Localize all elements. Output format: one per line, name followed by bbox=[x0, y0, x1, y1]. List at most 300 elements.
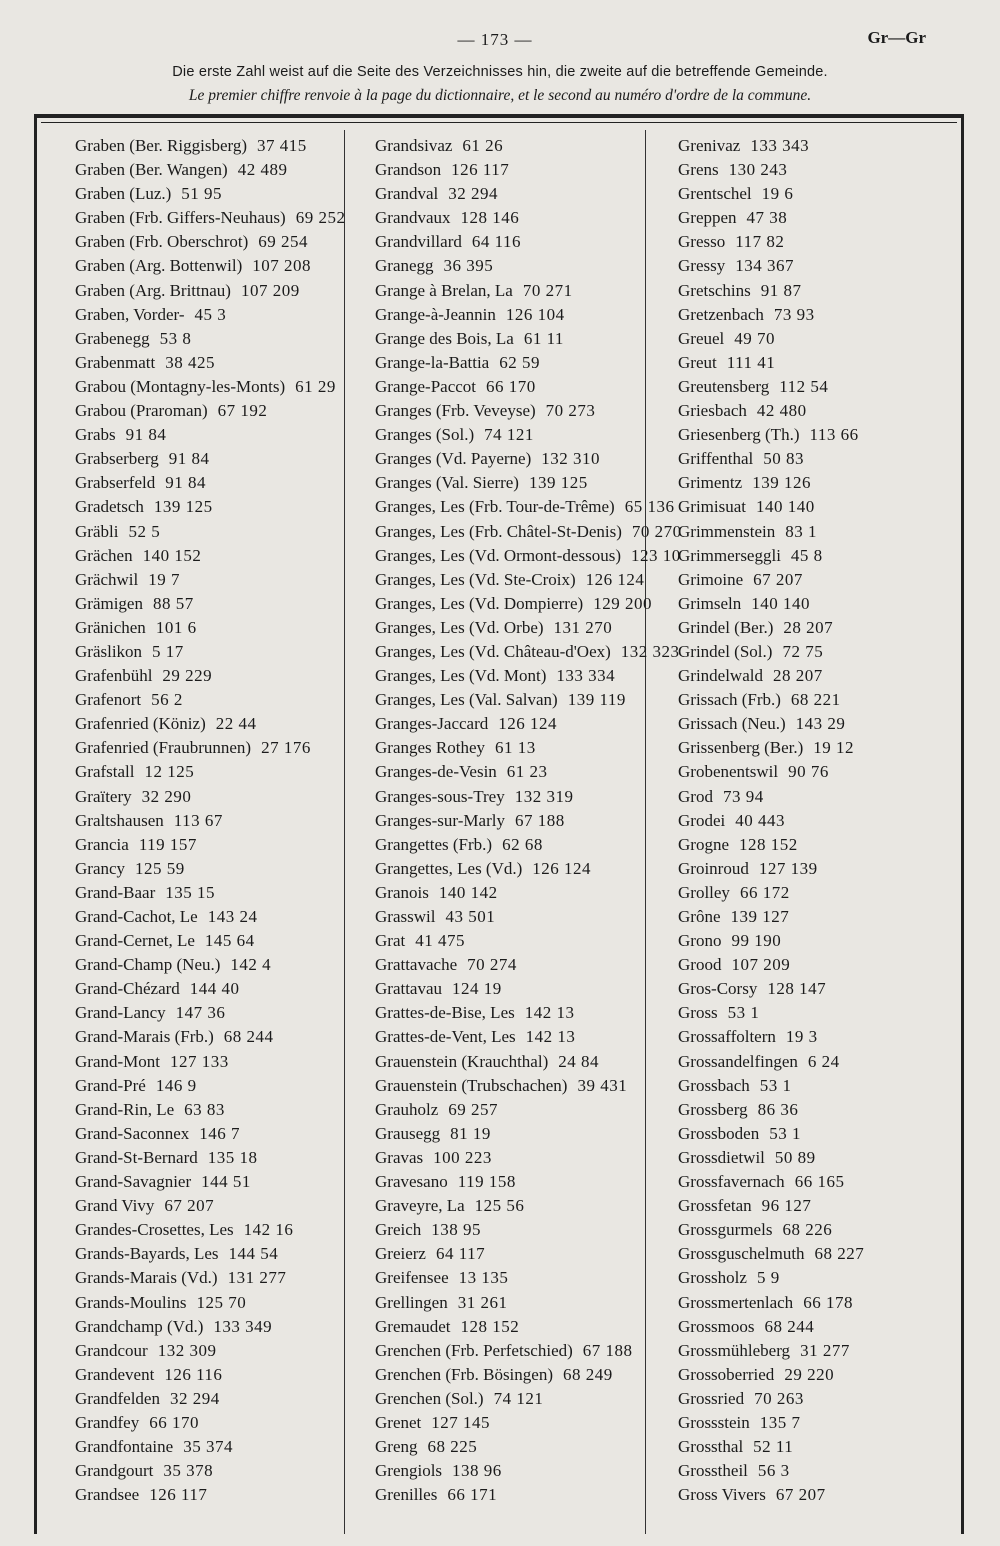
index-entry bbox=[375, 544, 681, 568]
entry-name: Gränichen bbox=[75, 617, 146, 637]
entry-numbers: 13 135 bbox=[458, 1268, 509, 1288]
entry-numbers: 125 70 bbox=[196, 1292, 247, 1312]
index-entry bbox=[375, 1339, 675, 1363]
index-entry bbox=[75, 1122, 375, 1146]
index-entry bbox=[678, 158, 978, 182]
entry-numbers: 91 84 bbox=[168, 449, 210, 469]
entry-numbers: 90 76 bbox=[788, 762, 829, 782]
entry-name: Grissach (Frb.) bbox=[678, 690, 781, 710]
entry-numbers: 142 13 bbox=[525, 1027, 576, 1047]
entry-name: Granges-sous-Trey bbox=[375, 786, 505, 806]
entry-numbers: 140 140 bbox=[756, 497, 815, 517]
entry-numbers: 125 59 bbox=[135, 858, 185, 878]
entry-numbers: 38 425 bbox=[165, 352, 215, 372]
entry-numbers: 19 7 bbox=[148, 569, 181, 589]
note-german: Die erste Zahl weist auf die Seite des Verzeichnisses hin, die zweite auf die betreffende Gemeinde. bbox=[172, 64, 828, 80]
entry-name: Graïtery bbox=[75, 786, 132, 806]
entry-numbers: 62 59 bbox=[499, 352, 540, 372]
entry-numbers: 43 501 bbox=[445, 907, 496, 926]
entry-numbers: 131 277 bbox=[227, 1268, 287, 1288]
entry-numbers: 68 244 bbox=[223, 1027, 274, 1047]
index-entry bbox=[678, 905, 978, 929]
entry-name: Grimentz bbox=[678, 473, 743, 493]
index-entry bbox=[75, 1025, 375, 1049]
entry-name: Grossandelfingen bbox=[678, 1051, 798, 1071]
index-entry bbox=[678, 1435, 978, 1459]
index-entry bbox=[678, 760, 978, 784]
index-entry bbox=[678, 857, 978, 881]
index-entry bbox=[75, 520, 375, 544]
entry-numbers: 61 26 bbox=[462, 136, 504, 155]
entry-numbers: 31 277 bbox=[800, 1340, 850, 1360]
entry-name: Graben (Arg. Bottenwil) bbox=[75, 256, 243, 276]
entry-numbers: 139 125 bbox=[153, 497, 213, 517]
index-entry bbox=[375, 134, 675, 158]
index-entry bbox=[375, 568, 675, 592]
index-entry bbox=[678, 1459, 978, 1483]
entry-name: Grindelwald bbox=[678, 666, 763, 686]
entry-numbers: 127 139 bbox=[758, 858, 818, 878]
index-entry bbox=[75, 182, 375, 206]
index-entry bbox=[75, 712, 375, 736]
entry-numbers: 96 127 bbox=[761, 1196, 812, 1216]
index-column-2 bbox=[375, 134, 682, 1507]
index-entry bbox=[678, 375, 978, 399]
index-entry bbox=[678, 833, 978, 857]
entry-numbers: 22 44 bbox=[215, 714, 257, 734]
index-entry bbox=[678, 279, 978, 303]
entry-numbers: 91 87 bbox=[760, 280, 802, 300]
index-entry bbox=[678, 399, 978, 423]
entry-numbers: 107 209 bbox=[731, 955, 791, 975]
entry-name: Greifensee bbox=[375, 1268, 449, 1288]
index-entry bbox=[678, 736, 978, 760]
entry-numbers: 135 7 bbox=[759, 1412, 801, 1432]
entry-numbers: 99 190 bbox=[731, 931, 782, 951]
entry-name: Greppen bbox=[678, 208, 737, 228]
entry-name: Grossboden bbox=[678, 1123, 760, 1143]
index-entry bbox=[375, 471, 675, 495]
index-entry bbox=[678, 520, 978, 544]
index-entry bbox=[75, 303, 375, 327]
entry-numbers: 66 171 bbox=[447, 1485, 498, 1505]
entry-numbers: 126 117 bbox=[149, 1485, 208, 1505]
index-entry bbox=[375, 423, 675, 447]
entry-name: Grossholz bbox=[678, 1268, 747, 1288]
index-entry bbox=[678, 1483, 978, 1507]
index-entry bbox=[75, 447, 375, 471]
entry-name: Grauholz bbox=[375, 1099, 439, 1119]
entry-numbers: 63 83 bbox=[184, 1099, 225, 1119]
entry-numbers: 143 24 bbox=[207, 907, 258, 926]
index-entry bbox=[678, 303, 978, 327]
entry-numbers: 129 200 bbox=[593, 593, 652, 613]
entry-name: Grosstheil bbox=[678, 1461, 748, 1481]
entry-name: Graben (Ber. Wangen) bbox=[75, 160, 228, 180]
index-entry bbox=[375, 1218, 675, 1242]
index-entry bbox=[75, 1483, 375, 1507]
entry-name: Granges (Val. Sierre) bbox=[375, 473, 519, 493]
index-entry bbox=[678, 1242, 978, 1266]
index-entry bbox=[75, 471, 375, 495]
index-entry bbox=[375, 254, 675, 278]
entry-name: Grossgurmels bbox=[678, 1220, 773, 1240]
entry-name: Granges (Vd. Payerne) bbox=[375, 449, 532, 469]
entry-name: Grogne bbox=[678, 834, 729, 854]
entry-numbers: 111 41 bbox=[726, 352, 776, 372]
entry-name: Grenchen (Frb. Bösingen) bbox=[375, 1364, 553, 1384]
note-french: Le premier chiffre renvoie à la page du dictionnaire, et le second au numéro d'ordre de la commune. bbox=[188, 87, 812, 104]
entry-numbers: 62 68 bbox=[502, 834, 543, 854]
entry-name: Greng bbox=[375, 1437, 418, 1457]
entry-name: Grenivaz bbox=[678, 136, 741, 155]
index-entry bbox=[375, 520, 682, 544]
entry-numbers: 68 249 bbox=[563, 1364, 613, 1384]
index-column-3 bbox=[678, 134, 978, 1507]
entry-name: Grossbach bbox=[678, 1075, 750, 1095]
entry-numbers: 128 147 bbox=[767, 979, 827, 999]
entry-numbers: 128 152 bbox=[738, 834, 798, 854]
entry-numbers: 35 374 bbox=[183, 1437, 233, 1457]
index-entry bbox=[75, 905, 375, 929]
entry-numbers: 70 270 bbox=[631, 521, 682, 541]
entry-numbers: 68 227 bbox=[814, 1244, 865, 1264]
entry-numbers: 144 40 bbox=[189, 979, 240, 999]
index-entry bbox=[375, 351, 675, 375]
entry-numbers: 127 133 bbox=[169, 1051, 229, 1071]
entry-numbers: 133 334 bbox=[556, 666, 616, 686]
index-entry bbox=[375, 785, 675, 809]
entry-name: Grasswil bbox=[375, 907, 436, 926]
entry-name: Grabou (Praroman) bbox=[75, 401, 208, 421]
entry-numbers: 81 19 bbox=[450, 1123, 491, 1143]
entry-name: Graben (Luz.) bbox=[75, 184, 172, 204]
entry-numbers: 74 121 bbox=[484, 425, 534, 445]
entry-numbers: 91 84 bbox=[165, 473, 206, 493]
entry-name: Gravesano bbox=[375, 1172, 448, 1192]
index-entry bbox=[678, 568, 978, 592]
entry-numbers: 132 309 bbox=[157, 1340, 217, 1360]
entry-name: Grandcour bbox=[75, 1340, 148, 1360]
entry-name: Graben (Arg. Brittnau) bbox=[75, 280, 231, 300]
entry-numbers: 119 157 bbox=[138, 834, 197, 854]
entry-numbers: 138 95 bbox=[431, 1220, 482, 1240]
entry-numbers: 66 178 bbox=[803, 1292, 853, 1312]
entry-name: Gresso bbox=[678, 232, 726, 252]
entry-name: Grattavache bbox=[375, 955, 458, 975]
entry-numbers: 69 257 bbox=[448, 1099, 499, 1119]
entry-numbers: 29 220 bbox=[784, 1364, 835, 1384]
entry-numbers: 12 125 bbox=[144, 762, 195, 782]
index-entry bbox=[678, 1001, 978, 1025]
index-entry bbox=[75, 977, 375, 1001]
entry-name: Grandvillard bbox=[375, 232, 462, 252]
page-header bbox=[0, 22, 1000, 62]
index-entry bbox=[375, 688, 675, 712]
entry-numbers: 113 67 bbox=[173, 810, 223, 830]
entry-numbers: 35 378 bbox=[163, 1461, 214, 1481]
entry-name: Gressy bbox=[678, 256, 726, 276]
entry-name: Grattavau bbox=[375, 979, 443, 999]
entry-name: Grausegg bbox=[375, 1123, 441, 1143]
entry-name: Grabserberg bbox=[75, 449, 159, 469]
entry-name: Grangettes (Frb.) bbox=[375, 834, 493, 854]
entry-name: Grabou (Montagny-les-Monts) bbox=[75, 376, 286, 396]
index-entry bbox=[75, 568, 375, 592]
index-entry bbox=[678, 447, 978, 471]
index-entry bbox=[375, 279, 675, 303]
running-head: Gr—Gr bbox=[867, 28, 926, 47]
entry-name: Grand-Cachot, Le bbox=[75, 907, 198, 926]
entry-numbers: 64 117 bbox=[435, 1244, 486, 1264]
entry-numbers: 67 188 bbox=[582, 1340, 633, 1360]
entry-numbers: 101 6 bbox=[155, 617, 197, 637]
entry-name: Granges, Les (Vd. Château-d'Oex) bbox=[375, 641, 611, 661]
entry-name: Grands-Marais (Vd.) bbox=[75, 1268, 218, 1288]
index-entry bbox=[678, 953, 978, 977]
index-entry bbox=[375, 592, 675, 616]
entry-name: Grange à Brelan, La bbox=[375, 280, 513, 300]
entry-name: Grand-Marais (Frb.) bbox=[75, 1027, 214, 1047]
entry-name: Grossoberried bbox=[678, 1364, 775, 1384]
entry-numbers: 66 170 bbox=[149, 1412, 199, 1432]
entry-name: Granges-de-Vesin bbox=[375, 762, 497, 782]
entry-name: Granges, Les (Frb. Châtel-St-Denis) bbox=[375, 521, 622, 541]
index-entry bbox=[678, 1387, 978, 1411]
index-entry bbox=[375, 736, 675, 760]
entry-numbers: 67 207 bbox=[753, 569, 803, 589]
index-entry bbox=[375, 206, 675, 230]
entry-numbers: 128 152 bbox=[460, 1316, 520, 1336]
entry-name: Granois bbox=[375, 882, 429, 902]
entry-name: Granges, Les (Vd. Ormont-dessous) bbox=[375, 545, 621, 565]
index-entry bbox=[75, 688, 375, 712]
index-entry bbox=[75, 1363, 375, 1387]
entry-name: Grancy bbox=[75, 858, 126, 878]
entry-numbers: 142 4 bbox=[230, 955, 272, 975]
index-entry bbox=[75, 881, 375, 905]
entry-numbers: 28 207 bbox=[772, 666, 823, 686]
index-entry bbox=[678, 664, 978, 688]
entry-name: Grood bbox=[678, 955, 722, 975]
entry-name: Greut bbox=[678, 352, 717, 372]
index-entry bbox=[678, 327, 978, 351]
entry-name: Grancia bbox=[75, 834, 129, 854]
entry-numbers: 68 244 bbox=[764, 1316, 815, 1336]
entry-numbers: 67 192 bbox=[217, 401, 268, 421]
index-entry bbox=[678, 592, 978, 616]
index-entry bbox=[75, 206, 375, 230]
entry-name: Grimseln bbox=[678, 593, 742, 613]
index-entry bbox=[75, 279, 375, 303]
entry-numbers: 47 38 bbox=[746, 208, 788, 228]
entry-numbers: 74 121 bbox=[493, 1388, 544, 1408]
entry-name: Grono bbox=[678, 931, 722, 951]
index-entry bbox=[75, 736, 375, 760]
index-entry bbox=[75, 375, 375, 399]
entry-name: Gretzenbach bbox=[678, 304, 764, 324]
entry-name: Granges-sur-Marly bbox=[375, 810, 505, 830]
entry-numbers: 147 36 bbox=[175, 1003, 226, 1023]
index-entry bbox=[678, 1291, 978, 1315]
entry-numbers: 139 125 bbox=[528, 473, 588, 493]
index-entry bbox=[678, 544, 978, 568]
index-entry bbox=[75, 616, 375, 640]
entry-numbers: 19 12 bbox=[813, 738, 855, 758]
entry-name: Grafenried (Köniz) bbox=[75, 714, 206, 734]
index-entry bbox=[375, 1146, 675, 1170]
entry-name: Griesenberg (Th.) bbox=[678, 425, 800, 445]
entry-numbers: 139 119 bbox=[567, 690, 626, 710]
entry-name: Grimmerseggli bbox=[678, 545, 781, 565]
entry-name: Grafenried (Fraubrunnen) bbox=[75, 738, 252, 758]
entry-numbers: 41 475 bbox=[415, 931, 465, 951]
entry-name: Graben (Frb. Oberschrot) bbox=[75, 232, 249, 252]
entry-name: Grengiols bbox=[375, 1461, 443, 1481]
entry-numbers: 65 136 bbox=[624, 497, 675, 517]
entry-numbers: 66 172 bbox=[739, 882, 790, 902]
entry-numbers: 130 243 bbox=[728, 160, 788, 180]
entry-name: Graben (Ber. Riggisberg) bbox=[75, 136, 248, 155]
entry-name: Grand-Cernet, Le bbox=[75, 931, 195, 951]
entry-name: Grossmoos bbox=[678, 1316, 755, 1336]
entry-numbers: 70 263 bbox=[754, 1388, 804, 1408]
entry-numbers: 53 1 bbox=[769, 1123, 801, 1143]
entry-numbers: 49 70 bbox=[734, 328, 776, 348]
entry-name: Granges, Les (Vd. Ste-Croix) bbox=[375, 569, 576, 589]
index-entry bbox=[678, 351, 978, 375]
entry-numbers: 131 270 bbox=[553, 617, 613, 637]
entry-numbers: 133 349 bbox=[213, 1316, 273, 1336]
index-entry bbox=[375, 1242, 675, 1266]
index-entry bbox=[678, 1339, 978, 1363]
entry-name: Grand-Saconnex bbox=[75, 1123, 190, 1143]
index-entry bbox=[375, 303, 675, 327]
index-entry bbox=[375, 616, 675, 640]
entry-numbers: 140 140 bbox=[751, 593, 811, 613]
entry-numbers: 68 221 bbox=[790, 690, 841, 710]
entry-name: Grobenentswil bbox=[678, 762, 779, 782]
entry-name: Greutensberg bbox=[678, 376, 770, 396]
index-entry bbox=[75, 1387, 375, 1411]
entry-name: Gradetsch bbox=[75, 497, 144, 517]
entry-name: Grandevent bbox=[75, 1364, 155, 1384]
index-entry bbox=[375, 1025, 675, 1049]
index-entry bbox=[75, 1050, 375, 1074]
entry-numbers: 53 1 bbox=[727, 1003, 760, 1023]
entry-numbers: 61 13 bbox=[495, 738, 536, 758]
entry-numbers: 66 165 bbox=[794, 1172, 845, 1192]
entry-name: Grabenegg bbox=[75, 328, 150, 348]
entry-numbers: 42 480 bbox=[756, 401, 807, 421]
index-entry bbox=[75, 399, 375, 423]
index-entry bbox=[375, 1291, 675, 1315]
entry-name: Gravas bbox=[375, 1147, 424, 1167]
entry-name: Grächwil bbox=[75, 569, 139, 589]
entry-name: Grossguschelmuth bbox=[678, 1244, 805, 1264]
index-entry bbox=[375, 230, 675, 254]
entry-name: Grossthal bbox=[678, 1437, 744, 1457]
entry-numbers: 56 2 bbox=[151, 690, 183, 710]
entry-name: Grächen bbox=[75, 545, 133, 565]
index-entry bbox=[678, 785, 978, 809]
index-entry bbox=[678, 1170, 978, 1194]
entry-numbers: 145 64 bbox=[204, 931, 255, 951]
entry-numbers: 70 271 bbox=[522, 280, 573, 300]
entry-numbers: 73 94 bbox=[722, 786, 764, 806]
page-number: — 173 — bbox=[457, 30, 533, 49]
entry-numbers: 61 23 bbox=[506, 762, 548, 782]
entry-numbers: 29 229 bbox=[162, 666, 213, 686]
entry-name: Grissach (Neu.) bbox=[678, 714, 786, 734]
index-entry bbox=[375, 977, 675, 1001]
entry-numbers: 140 152 bbox=[142, 545, 202, 565]
entry-numbers: 127 145 bbox=[431, 1412, 491, 1432]
index-entry bbox=[375, 375, 675, 399]
entry-numbers: 68 225 bbox=[427, 1437, 478, 1457]
index-entry bbox=[678, 1315, 978, 1339]
entry-name: Grand-Pré bbox=[75, 1075, 146, 1095]
entry-name: Granegg bbox=[375, 256, 434, 276]
index-entry bbox=[375, 1050, 675, 1074]
entry-numbers: 123 10 bbox=[630, 545, 681, 565]
entry-name: Grandvaux bbox=[375, 208, 451, 228]
entry-numbers: 68 226 bbox=[782, 1220, 833, 1240]
entry-numbers: 69 254 bbox=[258, 232, 308, 252]
entry-name: Gräslikon bbox=[75, 641, 143, 661]
index-entry bbox=[375, 640, 680, 664]
index-entry bbox=[75, 423, 375, 447]
index-entry bbox=[375, 1266, 675, 1290]
index-entry bbox=[375, 1459, 675, 1483]
index-entry bbox=[678, 1050, 978, 1074]
index-entry bbox=[678, 1363, 978, 1387]
entry-numbers: 88 57 bbox=[152, 593, 194, 613]
entry-numbers: 135 18 bbox=[207, 1147, 258, 1167]
index-frame bbox=[34, 114, 964, 1534]
entry-numbers: 70 273 bbox=[545, 401, 596, 421]
index-entry bbox=[375, 399, 675, 423]
entry-name: Grange-à-Jeannin bbox=[375, 304, 496, 324]
entry-name: Greuel bbox=[678, 328, 725, 348]
index-entry bbox=[375, 1411, 675, 1435]
entry-name: Grandes-Crosettes, Les bbox=[75, 1220, 234, 1240]
entry-numbers: 144 54 bbox=[228, 1244, 279, 1264]
index-entry bbox=[678, 230, 978, 254]
index-entry bbox=[75, 134, 375, 158]
index-entry bbox=[375, 1435, 675, 1459]
index-entry bbox=[75, 833, 375, 857]
index-entry bbox=[75, 1170, 375, 1194]
entry-name: Grandchamp (Vd.) bbox=[75, 1316, 204, 1336]
entry-name: Grindel (Ber.) bbox=[678, 617, 774, 637]
index-entry bbox=[75, 664, 375, 688]
index-entry bbox=[75, 1074, 375, 1098]
entry-name: Grens bbox=[678, 160, 719, 180]
entry-numbers: 50 83 bbox=[763, 449, 804, 469]
entry-name: Gros-Corsy bbox=[678, 979, 758, 999]
index-entry bbox=[75, 785, 375, 809]
entry-numbers: 32 294 bbox=[448, 184, 499, 204]
entry-name: Grabenmatt bbox=[75, 352, 156, 372]
entry-numbers: 132 319 bbox=[514, 786, 574, 806]
index-entry bbox=[75, 1001, 375, 1025]
entry-numbers: 19 3 bbox=[785, 1027, 818, 1047]
index-entry bbox=[678, 688, 978, 712]
entry-numbers: 19 6 bbox=[761, 184, 794, 204]
entry-name: Grand Vivy bbox=[75, 1196, 155, 1216]
index-entry bbox=[678, 929, 978, 953]
